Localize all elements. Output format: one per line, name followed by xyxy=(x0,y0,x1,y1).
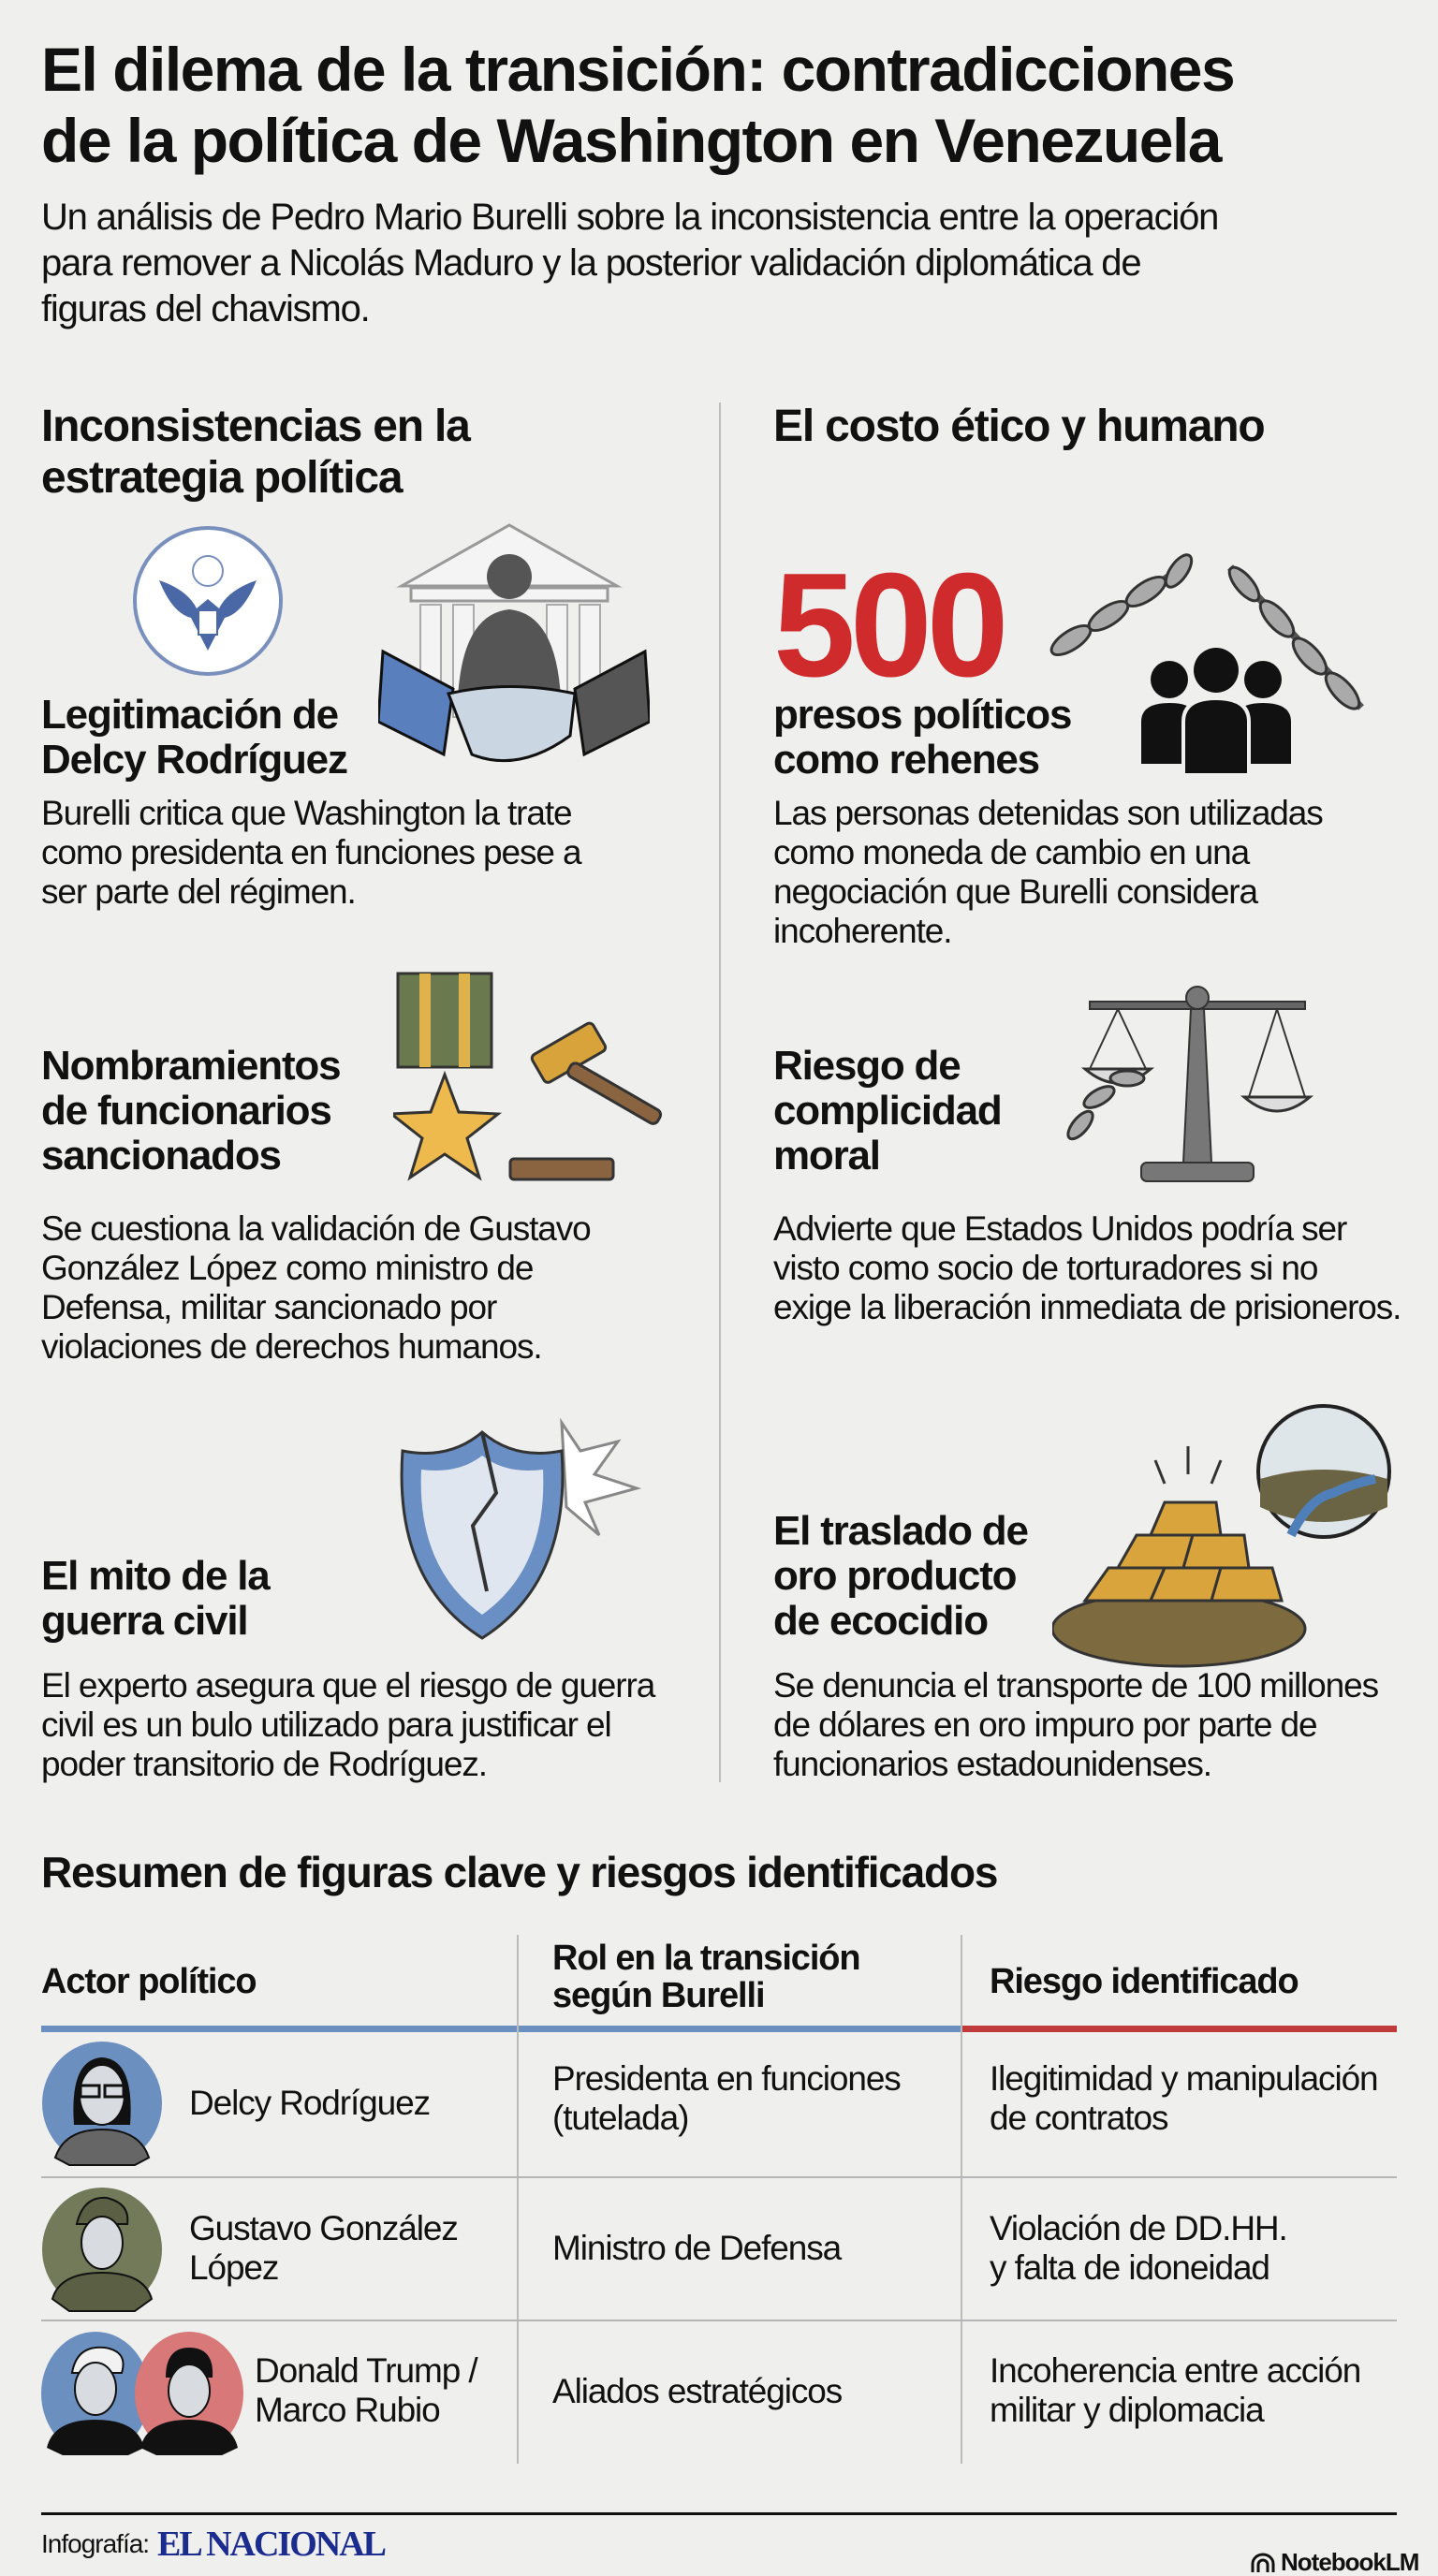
notebooklm-label: NotebookLM xyxy=(1281,2548,1419,2576)
actor-role: Presidenta en funciones (tutelada) xyxy=(552,2059,901,2137)
avatar-marco-rubio xyxy=(135,2332,243,2455)
column-divider xyxy=(517,1935,519,2464)
actor-risk: Violación de DD.HH. y falta de idoneidad xyxy=(990,2209,1287,2287)
section-heading-right: El costo ético y humano xyxy=(773,402,1265,451)
header-rule-blue xyxy=(41,2026,961,2032)
header-rule-red xyxy=(961,2026,1397,2032)
item-text: Advierte que Estados Unidos podría ser visto como socio de torturadores si no exige la liberación inmediata de prisioneros. xyxy=(773,1209,1401,1326)
page-subtitle: Un análisis de Pedro Mario Burelli sobre la inconsistencia entre la operación para remover a Nicolás Maduro y la posterior validación diplomática de figuras del chavismo. xyxy=(41,197,1219,329)
actor-role: Ministro de Defensa xyxy=(552,2229,842,2267)
actor-name: Delcy Rodríguez xyxy=(189,2084,431,2122)
row-divider xyxy=(41,2176,1397,2178)
el-nacional-logo: EL NACIONAL xyxy=(157,2525,385,2564)
seal-icon xyxy=(131,524,285,678)
row-divider xyxy=(41,2320,1397,2321)
item-text: Burelli critica que Washington la trate como presidenta en funciones pese a ser parte del régimen. xyxy=(41,794,581,911)
column-header-role: Rol en la transición según Burelli xyxy=(552,1939,860,2015)
political-prisoners-count: 500 xyxy=(773,543,1004,708)
column-divider xyxy=(961,1935,962,2464)
credit-label: Infografía: xyxy=(41,2529,150,2558)
actor-risk: Incoherencia entre acción militar y diplomacia xyxy=(990,2351,1361,2429)
page-title: El dilema de la transición: contradicciones de la política de Washington en Venezuela xyxy=(41,35,1235,175)
column-header-risk: Riesgo identificado xyxy=(990,1962,1299,2001)
item-text: El experto asegura que el riesgo de guerra civil es un bulo utilizado para justificar el poder transitorio de Rodríguez. xyxy=(41,1666,655,1783)
section-heading-left: Inconsistencias en la estrategia política xyxy=(41,402,470,503)
broken-shield-icon xyxy=(393,1404,646,1646)
item-title: presos políticos como rehenes xyxy=(773,692,1072,783)
footer-rule xyxy=(41,2512,1397,2515)
scale-icon xyxy=(1052,985,1343,1187)
actor-risk: Ilegitimidad y manipulación de contratos xyxy=(990,2059,1378,2137)
item-text: Se cuestiona la validación de Gustavo González López como ministro de Defensa, militar sancionado por violaciones de derechos humanos. xyxy=(41,1209,591,1366)
item-title: Nombramientos de funcionarios sancionados xyxy=(41,1043,341,1178)
item-title: El traslado de oro producto de ecocidio xyxy=(773,1508,1028,1644)
item-title: Riesgo de complicidad moral xyxy=(773,1043,1002,1178)
actor-name: Gustavo González López xyxy=(189,2209,458,2287)
avatar-donald-trump xyxy=(39,2331,247,2456)
gavel-icon xyxy=(510,1021,663,1179)
summary-heading: Resumen de figuras clave y riesgos identificados xyxy=(41,1848,998,1896)
actor-name: Donald Trump / Marco Rubio xyxy=(255,2351,477,2429)
actor-role: Aliados estratégicos xyxy=(552,2372,843,2410)
handshake-icon xyxy=(378,520,650,773)
item-text: Se denuncia el transporte de 100 millones de dólares en oro impuro por parte de funcionarios estadounidenses. xyxy=(773,1666,1379,1783)
item-title: El mito de la guerra civil xyxy=(41,1553,270,1644)
notebooklm-badge xyxy=(1251,2548,1418,2576)
gold-bars-icon xyxy=(1052,1404,1391,1676)
avatar-delcy-rodriguez xyxy=(41,2041,163,2166)
notebooklm-icon xyxy=(1251,2553,1275,2573)
item-title: Legitimación de Delcy Rodríguez xyxy=(41,692,347,783)
broken-chain-icon xyxy=(1043,530,1371,775)
item-text: Las personas detenidas son utilizadas como moneda de cambio en una negociación que Burelli considera incoherente. xyxy=(773,794,1323,950)
medal-icon xyxy=(393,972,683,1189)
people-icon xyxy=(1141,648,1291,775)
column-divider xyxy=(719,402,721,1782)
column-header-actor: Actor político xyxy=(41,1962,257,2001)
avatar-gustavo-gonzalez-lopez xyxy=(41,2187,163,2312)
